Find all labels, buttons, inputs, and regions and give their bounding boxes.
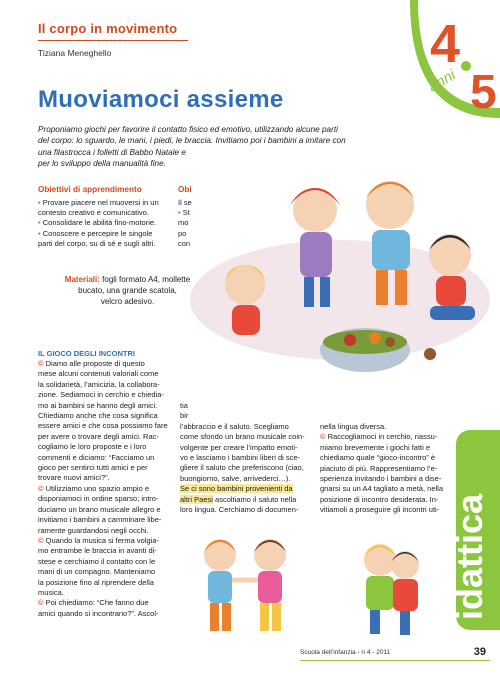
text-line: vo e lasciamo i bambini liberi di sce-: [180, 453, 301, 463]
text-line: piaciuto di più. Rappresentiamo l’e-: [320, 463, 438, 473]
side-tab-label: [452, 430, 492, 630]
text-line: mese alcuni contenuti valoriali come: [38, 369, 159, 379]
text-line: gnarsi su un A4 tagliato a metà, nella: [320, 484, 443, 494]
text-line: gliere il saluto che preferiscono (ciao,: [180, 463, 304, 473]
age-word: anni: [425, 66, 459, 96]
text-line: come sfondo un brano musicale coin-: [180, 432, 305, 442]
intro-line: del corpo: lo sguardo, le mani, i piedi, le braccia. Invitiamo poi i bambini a imitare con: [38, 136, 346, 146]
text-line: sperienza invitando i bambini a dise-: [320, 474, 442, 484]
author: Tiziana Meneghello: [38, 48, 112, 58]
text-line: Chiediamo anche che cosa significa: [38, 411, 158, 421]
children-illustration-graphic: [190, 150, 500, 390]
text-line: buongiorno, salve, arrivederci…).: [180, 473, 291, 483]
objective2-item: po: [178, 228, 187, 238]
text-line: commenti e diciamo: “Facciamo un: [38, 452, 155, 462]
objective2-item: mo: [178, 218, 189, 228]
intro-line: una filastrocca i folletti di Babbo Natale e: [38, 147, 186, 157]
text-line: gioco per sentirci tutti amici e per: [38, 463, 148, 473]
footer-journal: Scuola dell’infanzia - n 4 - 2011: [300, 649, 391, 656]
text-line: la solidarietà, l’amicizia, la collabora-: [38, 379, 160, 389]
materials-line: bucato, una grande scatola,: [78, 286, 177, 295]
objective2-item: con: [178, 238, 191, 248]
objectives-heading: Obiettivi di apprendimento: [38, 185, 142, 194]
age-from: 4: [430, 14, 461, 74]
text-line: © Poi chiediamo: “Che fanno due: [38, 598, 149, 608]
text-column-3: [320, 422, 450, 516]
text-line: tia: [180, 401, 188, 410]
text-line: mani di un compagno. Manteniamo: [38, 567, 156, 577]
age-dot: [461, 61, 471, 71]
side-tab-label-graphic: [452, 430, 492, 630]
text-line: loro lingua. Cerchiamo di documen-: [180, 505, 299, 515]
objective-item: • Consolidare le abilità fino-motorie.: [38, 218, 157, 228]
text-line: altri Paesi ascoltiamo il saluto nella: [180, 494, 297, 504]
text-line: © Diamo alle proposte di questo: [38, 359, 145, 368]
text-line: duciamo un brano musicale allegro e: [38, 504, 161, 514]
text-line: zione. Sediamoci in cerchio e chiedia-: [38, 390, 164, 400]
children-illustration: [190, 150, 500, 390]
text-line: per avere o trovare degli amici. Rac-: [38, 431, 159, 441]
text-line: mo entrambe le braccia in avanti di-: [38, 546, 157, 556]
text-line: © Utilizziamo uno spazio ampio e: [38, 483, 150, 493]
materials-line: Materiali: fogli formato A4, mollette: [64, 275, 191, 284]
greeting-illustration: [190, 530, 470, 640]
text-column-2: [180, 401, 315, 515]
text-line: vitiamoli a proseguire gli incontri uti-: [320, 505, 440, 515]
text-line: chiediamo quale “gioco-incontro” è: [320, 453, 436, 463]
objective-item: • Provare piacere nel muoversi in un: [38, 198, 159, 207]
age-to: 5: [470, 66, 497, 119]
section-heading-gioco: IL GIOCO DEGLI INCONTRI: [38, 349, 135, 358]
objective2-item: • St: [178, 208, 190, 218]
text-line: nella lingua diversa.: [320, 422, 387, 431]
intro-line: per lo sviluppo della manualità fine.: [38, 158, 166, 168]
text-line: amici quando si incontrano?”. Ascol-: [38, 608, 159, 618]
objective-item: parti del corpo, su di sé e sugli altri.: [38, 238, 156, 248]
text-line: disponiamoci in ordine sparso; intro-: [38, 494, 159, 504]
greeting-illustration-graphic: [190, 530, 470, 640]
text-line: musica.: [38, 587, 64, 597]
page-number: 39: [473, 646, 486, 658]
text-line: la posizione fino al riprendere della: [38, 577, 154, 587]
footer-rule: [300, 660, 490, 661]
objectives-list: [38, 198, 178, 249]
text-line: Se ci sono bambini provenienti da: [180, 484, 293, 494]
text-line: invitiamo i bambini a camminare libe-: [38, 515, 162, 525]
text-line: trovare nuovi amici?”.: [38, 473, 110, 483]
side-tab-text: idattica: [452, 493, 490, 620]
objective2-item: Il se: [178, 198, 192, 207]
intro-line: Proponiamo giochi per favorire il contatto fisico ed emotivo, utilizzando alcune parti: [38, 125, 338, 134]
materials: [60, 274, 195, 307]
text-line: miamo brevemente i giochi fatti e: [320, 442, 431, 452]
text-line: posizione di incontro desiderata. In-: [320, 494, 439, 504]
objectives2-heading: Obi: [178, 185, 192, 194]
text-line: essere amici e che cosa possiamo fare: [38, 421, 168, 431]
text-line: cogliamo le loro proposte e i loro: [38, 442, 147, 452]
text-column-1: [38, 359, 175, 619]
age-badge-graphic: [370, 0, 500, 130]
section-title: Il corpo in movimento: [38, 21, 178, 36]
text-line: © Raccogliamoci in cerchio, riassu-: [320, 432, 438, 442]
age-badge: [370, 0, 500, 130]
page-title: Muoviamoci assieme: [38, 86, 284, 113]
text-line: stese e cerchiamo il contatto con le: [38, 556, 156, 566]
objective-item: • Conoscere e percepire le singole: [38, 228, 153, 238]
section-rule: [38, 40, 188, 41]
text-line: bir: [180, 411, 189, 421]
text-line: mo ai bambini se hanno degli amici.: [38, 400, 158, 410]
text-line: volgente per creare l’impatto emoti-: [180, 442, 298, 452]
materials-line: velcro adesivo.: [100, 297, 155, 306]
objective-item: contesto creativo e comunicativo.: [38, 208, 149, 218]
text-line: ramente guardandosi negli occhi.: [38, 525, 149, 535]
text-line: © Quando la musica si ferma volgia-: [38, 535, 160, 545]
text-line: l’abbraccio e il saluto. Scegliamo: [180, 421, 289, 431]
